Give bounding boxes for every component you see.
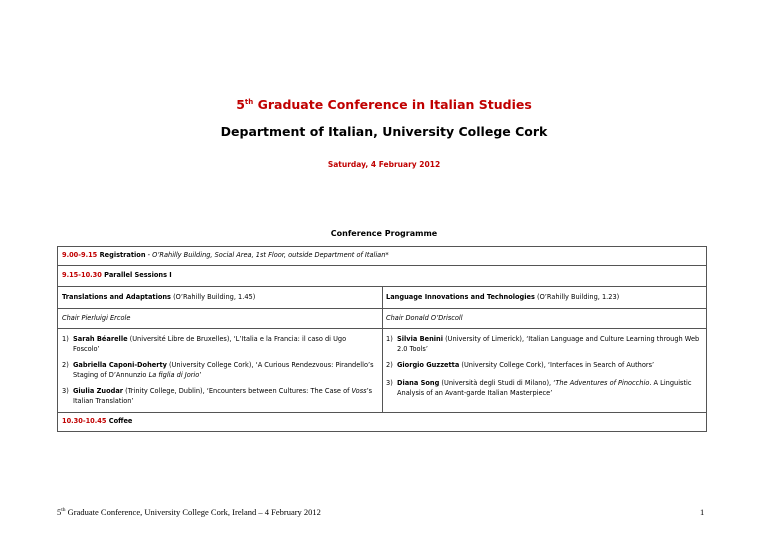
registration-label: Registration [97,251,146,259]
parallel-sessions-row [58,266,706,287]
right-paper-1: 1) Silvia Benini (University of Limerick), ‘Italian Language and Culture Learning through Web 2.0 Tools’ [386,335,700,353]
coffee-label: Coffee [106,417,133,425]
left-paper-3: 3) Giulia Zuodar (Trinity College, Dublin), ‘Encounters between Cultures: The Case of Voss’s Italian Translation’ [62,387,373,405]
right-paper-2: 2) Giorgio Guzzetta (University College Cork), ‘Interfaces in Search of Authors’ [386,361,655,369]
left-paper-2: 2) Gabriella Caponi-Doherty (University College Cork), ‘A Curious Rendezvous: Pirandello’s Staging of D’Annunzio La figlia di Jorio’ [62,361,374,379]
programme-heading: Conference Programme [330,229,438,238]
left-chair: Chair Pierluigi Ercole [62,314,131,322]
programme-table [57,246,707,432]
right-session-heading: Language Innovations and Technologies (O’Rahilly Building, 1.23) [386,293,620,301]
registration-detail: - O’Rahilly Building, Social Area, 1st Floor, outside Department of Italian* [145,251,389,259]
parallel-label: Parallel Sessions I [101,271,172,279]
registration-row [58,247,706,266]
left-session-heading: Translations and Adaptations (O’Rahilly Building, 1.45) [62,293,256,301]
page-number: 1 [700,507,705,517]
parallel-time: 9.15-10.30 [62,271,102,279]
registration-time: 9.00-9.15 [62,251,98,259]
conference-title: 5th Graduate Conference in Italian Studies [236,97,532,112]
department-heading: Department of Italian, University College Cork [220,124,548,139]
left-paper-1: 1) Sarah Béarelle (Université Libre de Bruxelles), ‘L’Italia e la Francia: il caso di Ugo Foscolo’ [62,335,347,353]
title-superscript: th [244,97,254,106]
right-chair: Chair Donald O’Driscoll [386,314,463,322]
column-divider [382,287,383,413]
coffee-time: 10.30-10.45 [62,417,107,425]
conference-date: Saturday, 4 February 2012 [327,160,441,169]
right-paper-3: 3) Diana Song (Università degli Studi di Milano), ‘The Adventures of Pinocchio. A Linguistic Analysis of an Avant-garde Italian Masterpiece’ [386,379,692,397]
page-footer: 5th Graduate Conference, University College Cork, Ireland – 4 February 2012 [57,507,321,517]
coffee-row [58,413,706,431]
